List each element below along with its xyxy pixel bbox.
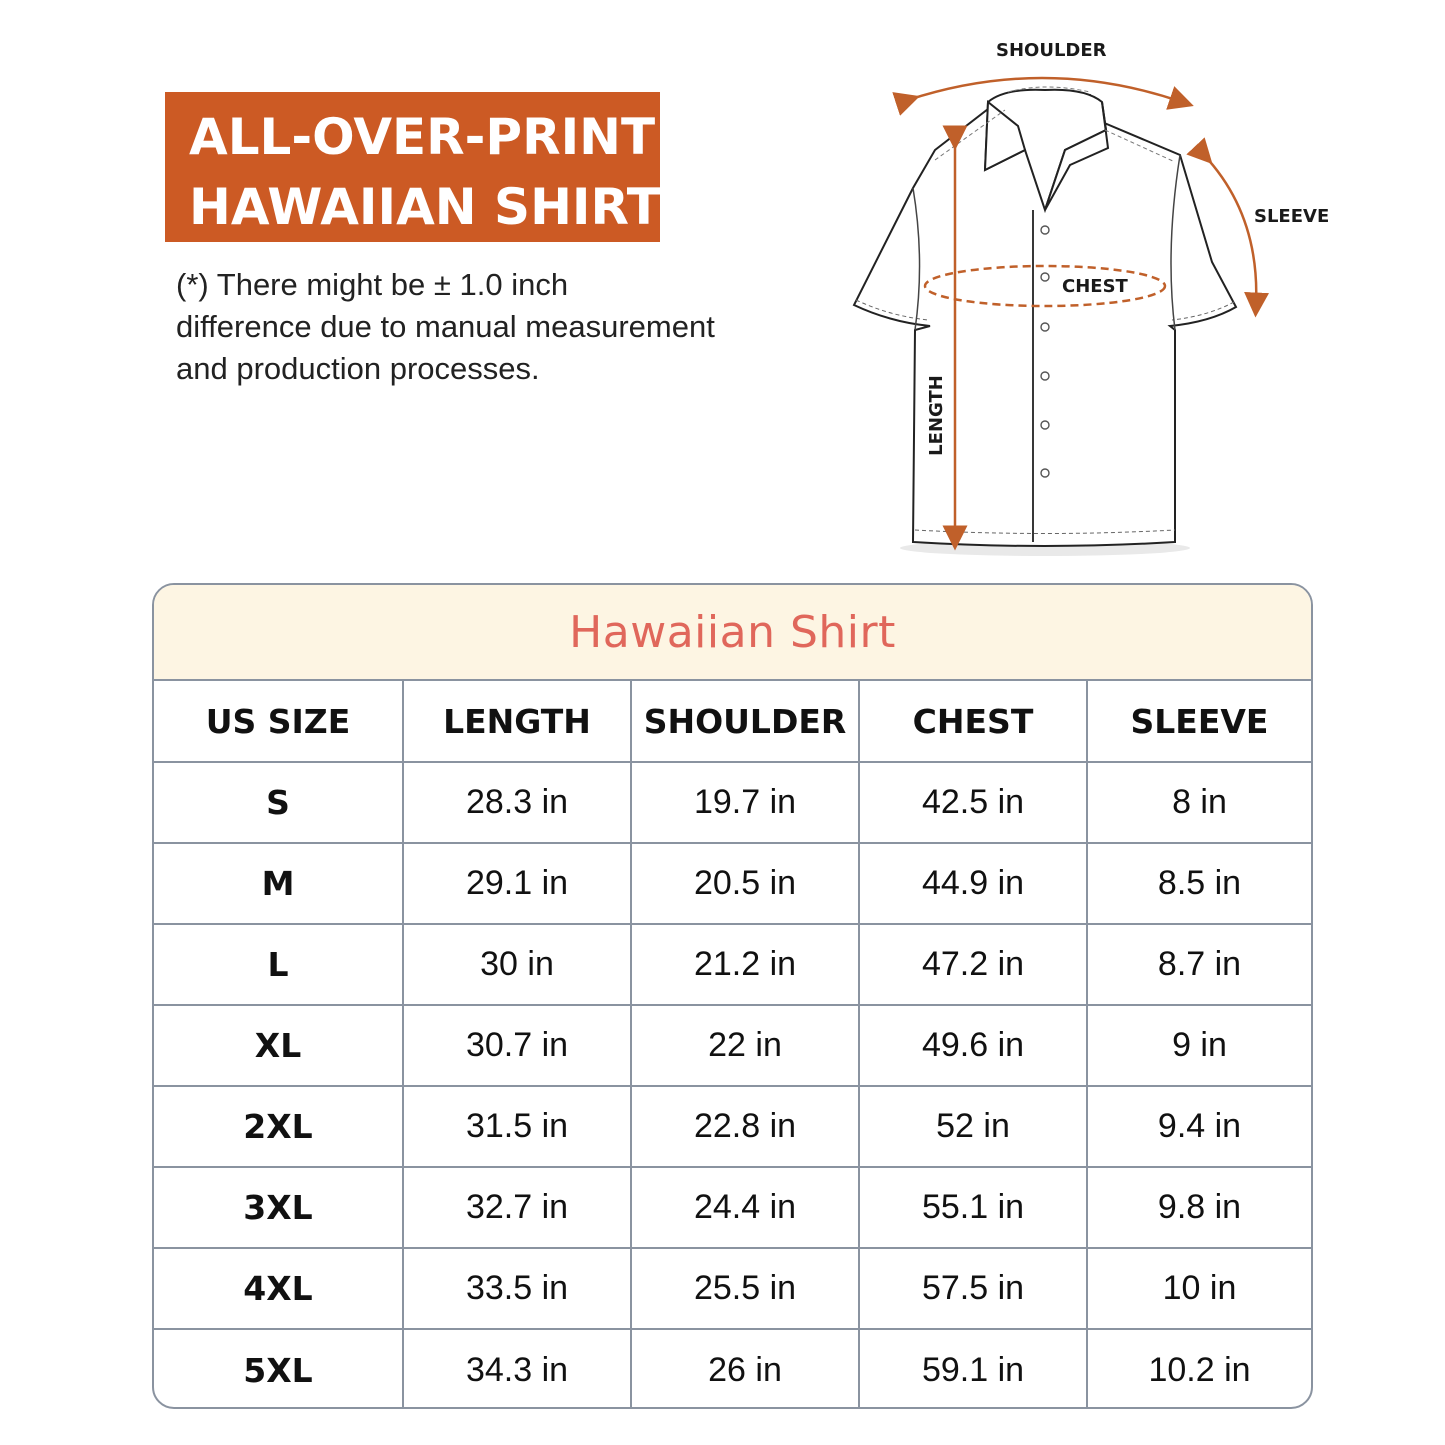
length-cell: 28.3 in [403, 762, 631, 843]
shirt-measurement-diagram [840, 30, 1330, 560]
shoulder-cell: 22.8 in [631, 1086, 859, 1167]
size-cell: 3XL [154, 1167, 403, 1248]
length-cell: 34.3 in [403, 1329, 631, 1409]
chest-cell: 57.5 in [859, 1248, 1087, 1329]
shoulder-cell: 25.5 in [631, 1248, 859, 1329]
shoulder-cell: 22 in [631, 1005, 859, 1086]
chest-cell: 42.5 in [859, 762, 1087, 843]
length-label: LENGTH [925, 375, 947, 456]
length-cell: 29.1 in [403, 843, 631, 924]
column-header-us-size: US SIZE [154, 681, 403, 762]
length-cell: 32.7 in [403, 1167, 631, 1248]
column-header-length: LENGTH [403, 681, 631, 762]
column-header-chest: CHEST [859, 681, 1087, 762]
shoulder-cell: 21.2 in [631, 924, 859, 1005]
column-header-shoulder: SHOULDER [631, 681, 859, 762]
sleeve-cell: 8 in [1087, 762, 1311, 843]
header-row [154, 681, 1311, 762]
size-cell: M [154, 843, 403, 924]
shoulder-cell: 24.4 in [631, 1167, 859, 1248]
size-chart [152, 583, 1313, 1409]
table-row [154, 1248, 1311, 1329]
title-line-1: ALL-OVER-PRINT [189, 108, 656, 166]
measurement-note [176, 264, 776, 390]
shirt-illustration [840, 30, 1270, 560]
shoulder-cell: 26 in [631, 1329, 859, 1409]
table-row [154, 762, 1311, 843]
sleeve-cell: 10 in [1087, 1248, 1311, 1329]
sleeve-cell: 8.5 in [1087, 843, 1311, 924]
size-cell: XL [154, 1005, 403, 1086]
size-cell: 5XL [154, 1329, 403, 1409]
table-row [154, 1086, 1311, 1167]
chest-cell: 52 in [859, 1086, 1087, 1167]
shoulder-cell: 20.5 in [631, 843, 859, 924]
sleeve-cell: 9 in [1087, 1005, 1311, 1086]
title-line-2: HAWAIIAN SHIRT [189, 178, 661, 236]
table-row [154, 1329, 1311, 1409]
size-table [154, 681, 1311, 1409]
shoulder-label: SHOULDER [996, 40, 1107, 61]
sleeve-label: SLEEVE [1254, 206, 1330, 227]
table-row [154, 1005, 1311, 1086]
title-banner [165, 92, 660, 242]
sleeve-cell: 10.2 in [1148, 1350, 1251, 1389]
length-cell: 33.5 in [403, 1248, 631, 1329]
size-cell: S [154, 762, 403, 843]
chest-label: CHEST [1062, 276, 1128, 297]
column-header-sleeve: SLEEVE [1087, 681, 1311, 762]
chest-cell: 59.1 in [859, 1329, 1087, 1409]
size-cell: 2XL [154, 1086, 403, 1167]
chest-cell: 47.2 in [859, 924, 1087, 1005]
chest-cell: 44.9 in [859, 843, 1087, 924]
shoulder-cell: 19.7 in [631, 762, 859, 843]
size-chart-title: Hawaiian Shirt [154, 585, 1311, 681]
size-cell: 4XL [154, 1248, 403, 1329]
note-line-1: (*) There might be ± 1.0 inch [176, 267, 569, 302]
note-line-3: and production processes. [176, 351, 540, 386]
note-line-2: difference due to manual measurement [176, 309, 715, 344]
table-row [154, 1167, 1311, 1248]
chest-cell: 49.6 in [859, 1005, 1087, 1086]
sleeve-cell: 9.4 in [1087, 1086, 1311, 1167]
length-cell: 30.7 in [403, 1005, 631, 1086]
chest-cell: 55.1 in [859, 1167, 1087, 1248]
table-row [154, 843, 1311, 924]
length-cell: 31.5 in [403, 1086, 631, 1167]
length-cell: 30 in [403, 924, 631, 1005]
sleeve-cell: 8.7 in [1087, 924, 1311, 1005]
size-cell: L [154, 924, 403, 1005]
table-row [154, 924, 1311, 1005]
sleeve-cell: 9.8 in [1087, 1167, 1311, 1248]
